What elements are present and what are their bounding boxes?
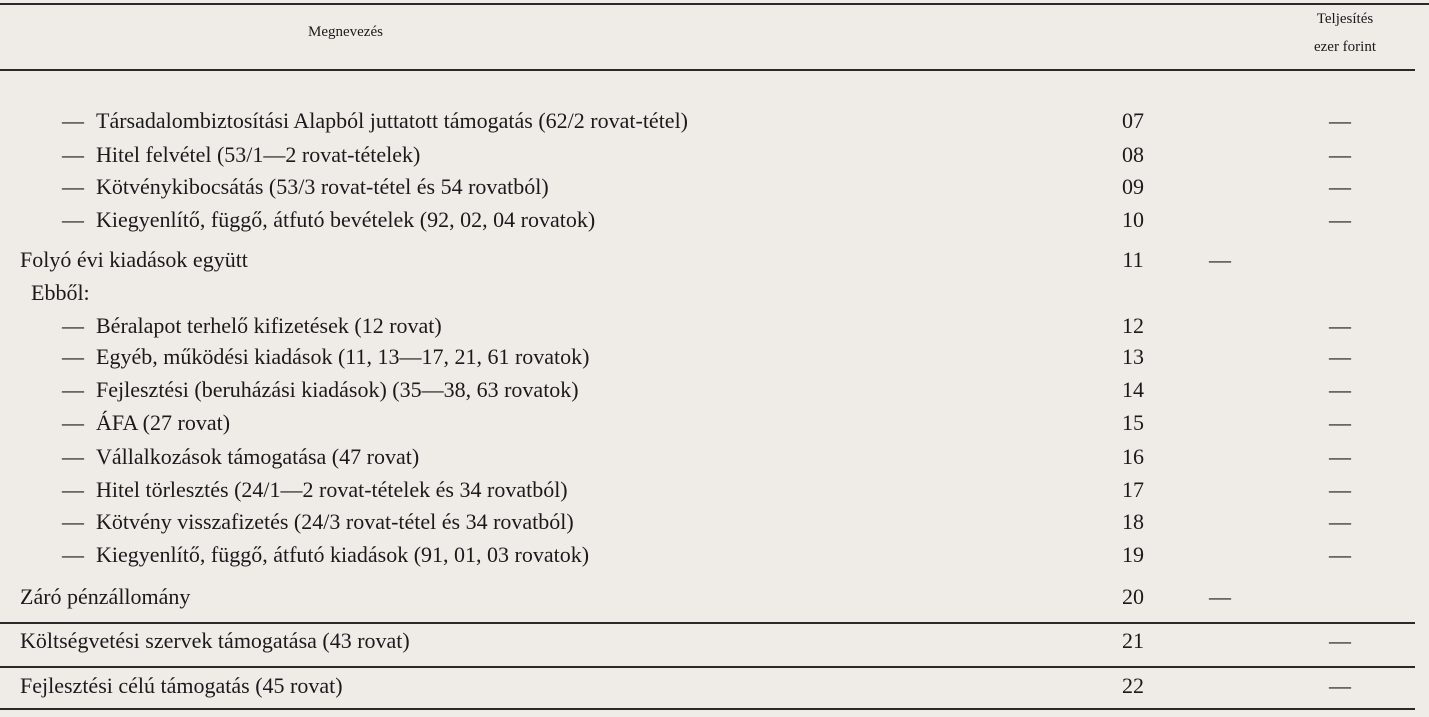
row-value: —: [1329, 207, 1351, 232]
row-label: Kiegyenlítő, függő, átfutó kiadások (91, 01, 03 rovatok): [96, 542, 590, 567]
row-value: —: [1329, 174, 1351, 199]
bullet-dash: —: [62, 142, 84, 167]
bottom-rule: [0, 708, 1415, 710]
column-header-value-line1: Teljesítés: [1316, 11, 1374, 27]
row-code: 17: [1122, 477, 1144, 502]
column-header-name: Megnevezés: [308, 24, 383, 40]
table-row: [0, 247, 1429, 277]
header-rule: [0, 69, 1415, 71]
table-row: [0, 344, 1429, 374]
section-rule: [0, 622, 1415, 624]
bullet-dash: —: [62, 377, 84, 402]
top-rule: [0, 3, 1429, 5]
row-code: 13: [1122, 344, 1144, 369]
bullet-dash: —: [62, 207, 84, 232]
row-label: Fejlesztési célú támogatás (45 rovat): [20, 673, 343, 698]
row-code: 09: [1122, 174, 1144, 199]
bullet-dash: —: [62, 410, 84, 435]
bullet-dash: —: [62, 174, 84, 199]
row-value: —: [1329, 673, 1351, 698]
row-label: Béralapot terhelő kifizetések (12 rovat): [96, 313, 442, 338]
row-value: —: [1329, 444, 1351, 469]
bullet-dash: —: [62, 542, 84, 567]
row-code: 16: [1122, 444, 1144, 469]
row-label: Egyéb, működési kiadások (11, 13—17, 21, 61 rovatok): [96, 344, 590, 369]
bullet-dash: —: [62, 477, 84, 502]
row-value: —: [1329, 542, 1351, 567]
row-code: 22: [1122, 673, 1144, 698]
row-value: —: [1209, 247, 1231, 272]
table-row: [0, 377, 1429, 407]
row-code: 10: [1122, 207, 1144, 232]
table-row: [0, 444, 1429, 474]
table-row: [0, 174, 1429, 204]
row-code: 08: [1122, 142, 1144, 167]
bullet-dash: —: [62, 313, 84, 338]
row-value: —: [1329, 410, 1351, 435]
table-row: [0, 584, 1429, 614]
section-rule: [0, 666, 1415, 668]
row-code: 19: [1122, 542, 1144, 567]
row-label: Társadalombiztosítási Alapból juttatott támogatás (62/2 rovat-tétel): [96, 108, 689, 133]
table-row: [0, 280, 1429, 310]
row-label: Költségvetési szervek támogatása (43 rovat): [20, 628, 410, 653]
row-label: Ebből:: [31, 280, 90, 305]
row-value: —: [1329, 509, 1351, 534]
row-label: Kötvénykibocsátás (53/3 rovat-tétel és 54 rovatból): [96, 174, 549, 199]
table-row: [0, 410, 1429, 440]
row-label: Záró pénzállomány: [20, 584, 191, 609]
row-label: ÁFA (27 rovat): [96, 410, 231, 435]
column-header-value-line2: ezer forint: [1313, 39, 1377, 55]
bullet-dash: —: [62, 509, 84, 534]
table-row: [0, 673, 1429, 703]
table-row: [0, 509, 1429, 539]
row-code: 18: [1122, 509, 1144, 534]
row-code: 21: [1122, 628, 1144, 653]
row-value: —: [1329, 313, 1351, 338]
bullet-dash: —: [62, 444, 84, 469]
table-row: [0, 628, 1429, 658]
row-code: 11: [1122, 247, 1144, 272]
row-code: 14: [1122, 377, 1144, 402]
row-value: —: [1329, 477, 1351, 502]
row-value: —: [1209, 584, 1231, 609]
row-label: Hitel felvétel (53/1—2 rovat-tételek): [96, 142, 421, 167]
row-value: —: [1329, 628, 1351, 653]
row-code: 07: [1122, 108, 1144, 133]
table-row: [0, 542, 1429, 572]
row-code: 12: [1122, 313, 1144, 338]
row-label: Kiegyenlítő, függő, átfutó bevételek (92, 02, 04 rovatok): [96, 207, 596, 232]
bullet-dash: —: [62, 108, 84, 133]
row-code: 20: [1122, 584, 1144, 609]
row-value: —: [1329, 377, 1351, 402]
row-label: Hitel törlesztés (24/1—2 rovat-tételek és 34 rovatból): [96, 477, 568, 502]
row-label: Vállalkozások támogatása (47 rovat): [96, 444, 420, 469]
row-value: —: [1329, 108, 1351, 133]
table-row: [0, 477, 1429, 507]
row-value: —: [1329, 142, 1351, 167]
row-label: Kötvény visszafizetés (24/3 rovat-tétel és 34 rovatból): [96, 509, 574, 534]
table-row: [0, 108, 1429, 138]
table-row: [0, 313, 1429, 343]
table-row: [0, 142, 1429, 172]
row-value: —: [1329, 344, 1351, 369]
table-row: [0, 207, 1429, 237]
row-code: 15: [1122, 410, 1144, 435]
bullet-dash: —: [62, 344, 84, 369]
row-label: Fejlesztési (beruházási kiadások) (35—38, 63 rovatok): [96, 377, 579, 402]
row-label: Folyó évi kiadások együtt: [20, 247, 248, 272]
